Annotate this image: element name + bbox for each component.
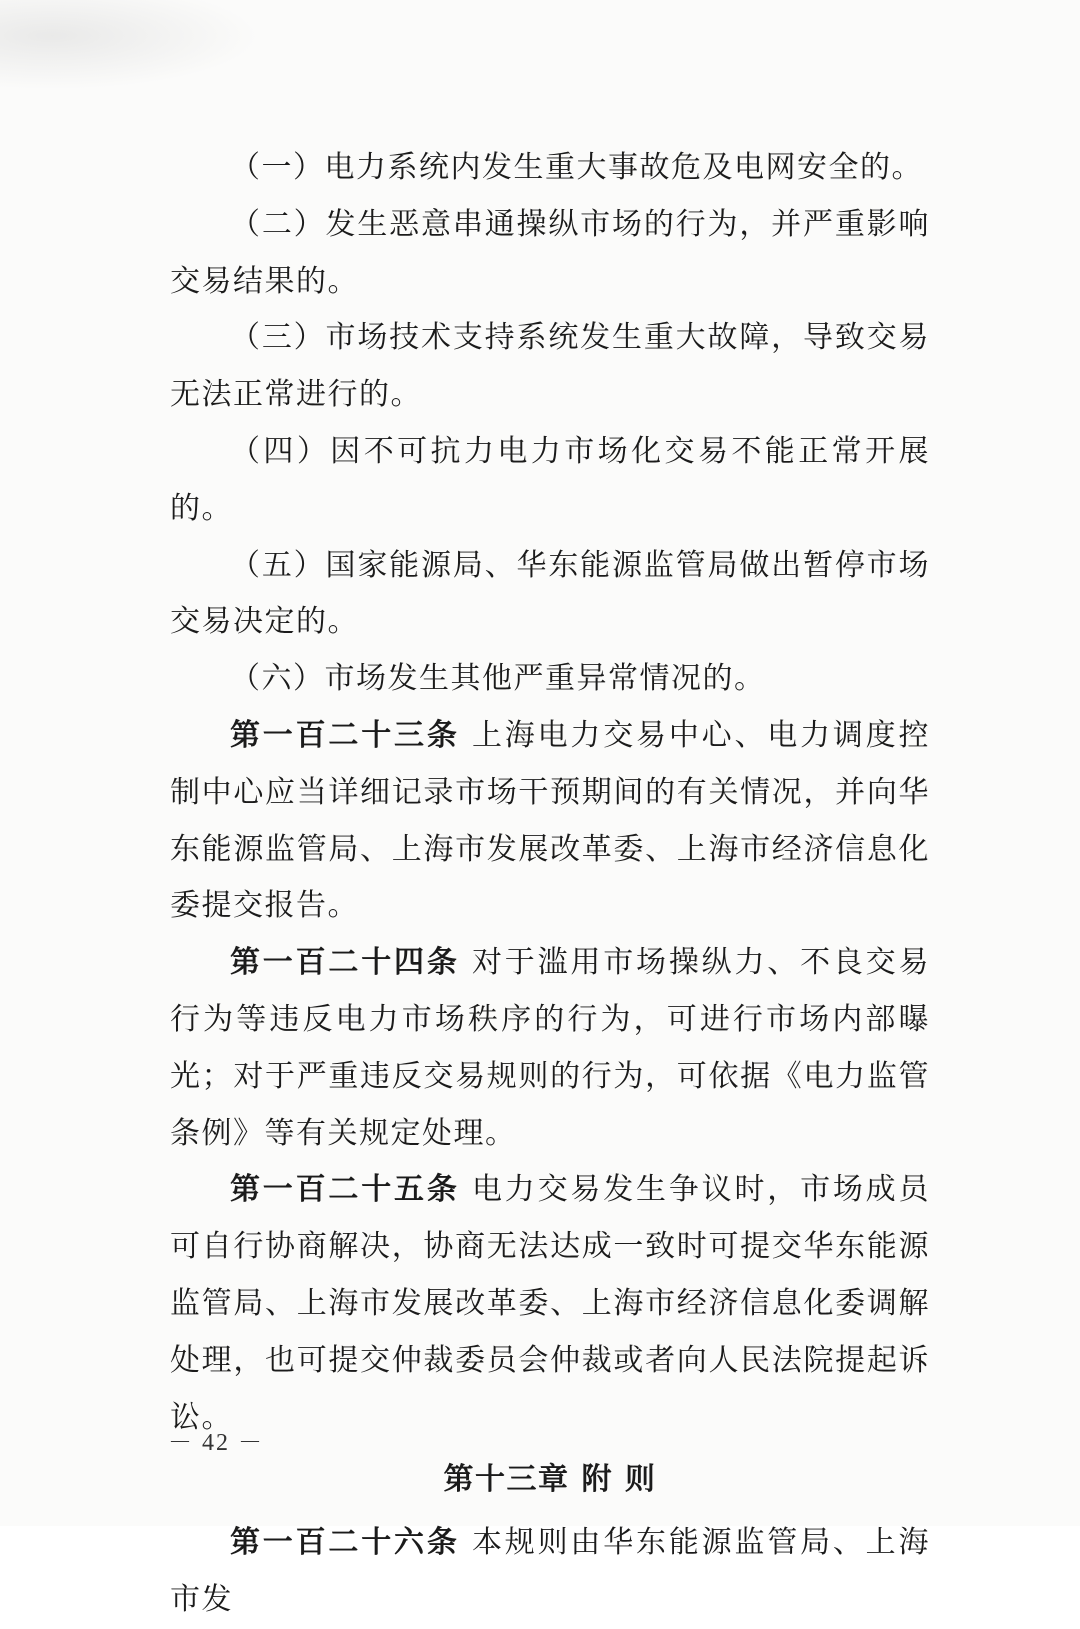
paragraph-text: （三）市场技术支持系统发生重大故障，导致交易无法正常进行的。 bbox=[170, 320, 930, 413]
paragraph-text: （四）因不可抗力电力市场化交易不能正常开展的。 bbox=[170, 433, 930, 526]
page-number: － 42 － bbox=[168, 1430, 264, 1456]
paragraph bbox=[170, 538, 930, 652]
paragraph-text: （一）电力系统内发生重大事故危及电网安全的。 bbox=[230, 150, 923, 185]
paragraph bbox=[170, 310, 930, 424]
scan-smudge bbox=[0, 0, 260, 90]
paragraph-text: （六）市场发生其他严重异常情况的。 bbox=[230, 661, 766, 697]
article-number: 第一百二十三条 bbox=[230, 717, 460, 753]
paragraph bbox=[170, 197, 930, 311]
article-paragraph bbox=[170, 1162, 930, 1446]
article-number: 第一百二十五条 bbox=[230, 1172, 460, 1208]
document-body bbox=[170, 140, 930, 1629]
paragraph-text: 对于滥用市场操纵力、不良交易行为等违反电力市场秩序的行为，可进行市场内部曝光；对于严重违反交易规则的行为，可依据《电力监管条例》等有关规定处理。 bbox=[170, 945, 930, 1151]
article-number: 第一百二十四条 bbox=[230, 945, 460, 981]
paragraph-text: （二）发生恶意串通操纵市场的行为，并严重影响交易结果的。 bbox=[170, 206, 930, 299]
paragraph-text: 上海电力交易中心、电力调度控制中心应当详细记录市场干预期间的有关情况，并向华东能源监管局、上海市发展改革委、上海市经济信息化委提交报告。 bbox=[170, 717, 930, 924]
chapter-title: 第十三章 附 则 bbox=[443, 1462, 657, 1498]
article-paragraph bbox=[170, 935, 930, 1162]
paragraph-text: 本规则由华东能源监管局、上海市发 bbox=[170, 1525, 930, 1617]
article-number: 第一百二十六条 bbox=[230, 1525, 460, 1561]
paragraph bbox=[170, 424, 930, 538]
article-paragraph bbox=[170, 708, 930, 935]
paragraph bbox=[170, 140, 930, 197]
paragraph-text: 电力交易发生争议时，市场成员可自行协商解决，协商无法达成一致时可提交华东能源监管局、上海市发展改革委、上海市经济信息化委调解处理，也可提交仲裁委员会仲裁或者向人民法院提起诉讼。 bbox=[170, 1172, 930, 1435]
paragraph bbox=[170, 651, 930, 708]
article-paragraph bbox=[170, 1515, 930, 1629]
paragraph-text: （五）国家能源局、华东能源监管局做出暂停市场交易决定的。 bbox=[170, 547, 930, 640]
